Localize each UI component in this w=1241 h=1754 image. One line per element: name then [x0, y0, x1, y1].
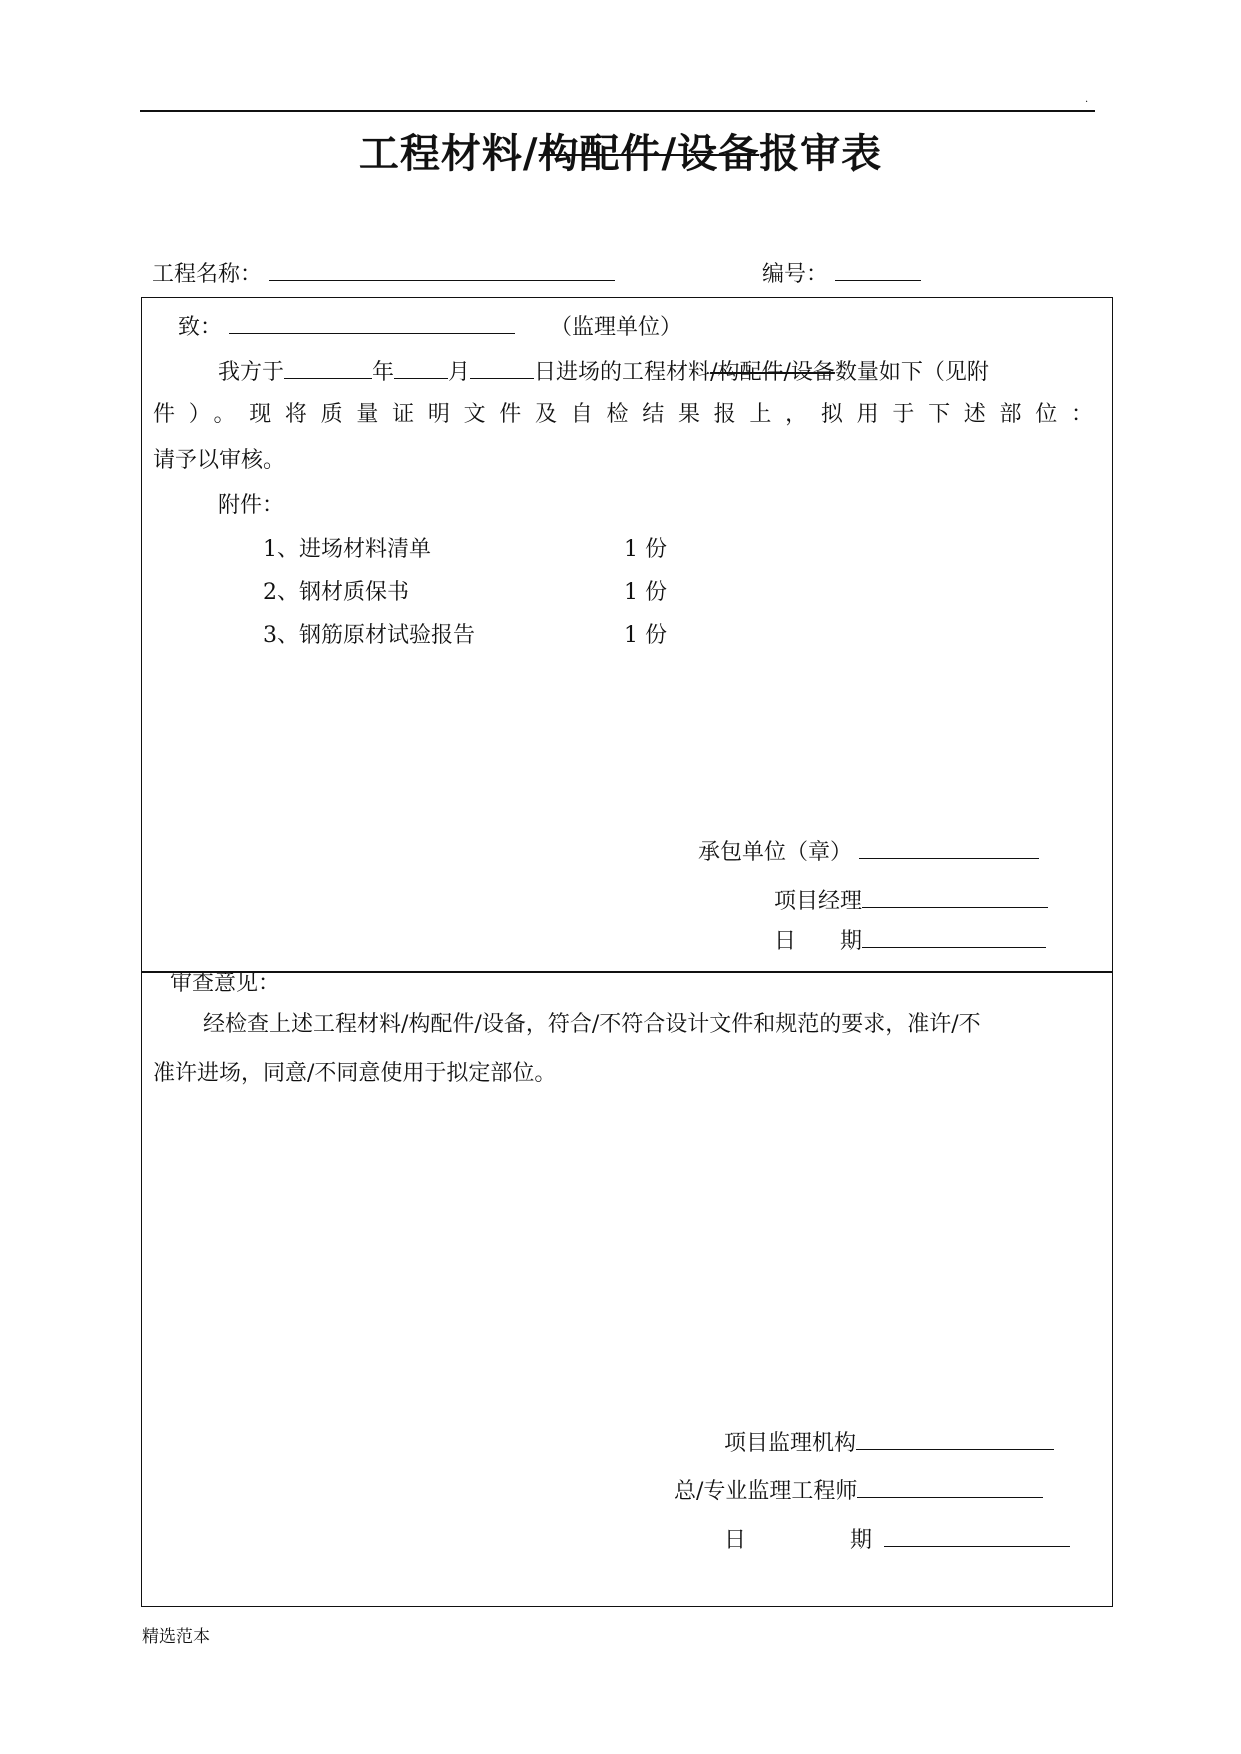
title-part-2-struck: 构配件/设备	[538, 130, 760, 177]
agency-label: 项目监理机构	[724, 1431, 857, 1456]
month-label: 月	[448, 360, 471, 385]
date-label-2a: 日	[724, 1528, 747, 1553]
attachment-item-3-name: 3、钢筋原材试验报告	[263, 623, 475, 648]
title-part-3: 报审表	[759, 130, 883, 177]
engineer-row	[674, 1475, 1043, 1506]
year-field[interactable]	[284, 356, 372, 379]
agency-row	[724, 1427, 1054, 1458]
project-name-label: 工程名称：	[152, 262, 263, 287]
body-text-c: 数量如下（见附	[834, 360, 989, 385]
body-text-struck: /构配件/设备	[710, 360, 835, 385]
header-dot: .	[1085, 94, 1089, 105]
date-label-2b: 期	[850, 1528, 873, 1553]
date-row-1	[774, 925, 1046, 956]
contractor-row	[698, 836, 1039, 867]
project-name-field[interactable]	[269, 258, 615, 281]
pm-row	[774, 885, 1048, 916]
review-label: 审查意见：	[170, 971, 281, 996]
date-row-2	[724, 1524, 1070, 1555]
attachment-item-1-qty: 1 份	[624, 537, 667, 562]
body-text-a: 我方于	[218, 360, 285, 385]
title-part-1: 工程材料/	[358, 130, 539, 177]
review-line-1: 经检查上述工程材料/构配件/设备，符合/不符合设计文件和规范的要求，准许/不	[203, 1012, 981, 1037]
pm-field[interactable]	[862, 885, 1048, 908]
engineer-field[interactable]	[857, 1475, 1043, 1498]
date-label-1b: 期	[840, 929, 863, 954]
attachments-label: 附件：	[218, 493, 285, 518]
year-label: 年	[372, 360, 395, 385]
date-label-1a: 日	[774, 929, 797, 954]
day-field[interactable]	[470, 356, 534, 379]
contractor-field[interactable]	[859, 836, 1039, 859]
number-label: 编号：	[762, 262, 829, 287]
number-field[interactable]	[835, 258, 921, 281]
review-line-2: 准许进场，同意/不同意使用于拟定部位。	[153, 1061, 557, 1086]
supervisor-unit-label: （监理单位）	[550, 315, 683, 340]
body-line-3: 请予以审核。	[153, 448, 286, 473]
agency-field[interactable]	[856, 1427, 1054, 1450]
attachment-item-3-qty: 1 份	[624, 623, 667, 648]
project-name-row	[152, 258, 615, 289]
date-field-1[interactable]	[862, 925, 1046, 948]
date-field-2[interactable]	[884, 1524, 1070, 1547]
contractor-label: 承包单位（章）	[698, 840, 853, 865]
body-text-b: 日进场的工程材料	[534, 360, 711, 385]
document-title	[0, 122, 1241, 179]
body-line-1	[218, 356, 989, 387]
to-field[interactable]	[229, 311, 515, 334]
pm-label: 项目经理	[774, 889, 863, 914]
to-row	[178, 311, 682, 342]
attachment-item-2-qty: 1 份	[624, 580, 667, 605]
month-field[interactable]	[394, 356, 448, 379]
body-line-2: 件）。现将质量证明文件及自检结果报上，拟用于下述部位：	[153, 402, 1093, 427]
number-row	[762, 258, 921, 289]
attachment-item-1-name: 1、进场材料清单	[263, 537, 431, 562]
engineer-label: 总/专业监理工程师	[674, 1479, 858, 1504]
footer-text: 精选范本	[142, 1627, 210, 1647]
attachment-item-2-name: 2、钢材质保书	[263, 580, 409, 605]
to-label: 致：	[178, 315, 223, 340]
header-rule	[140, 110, 1095, 112]
